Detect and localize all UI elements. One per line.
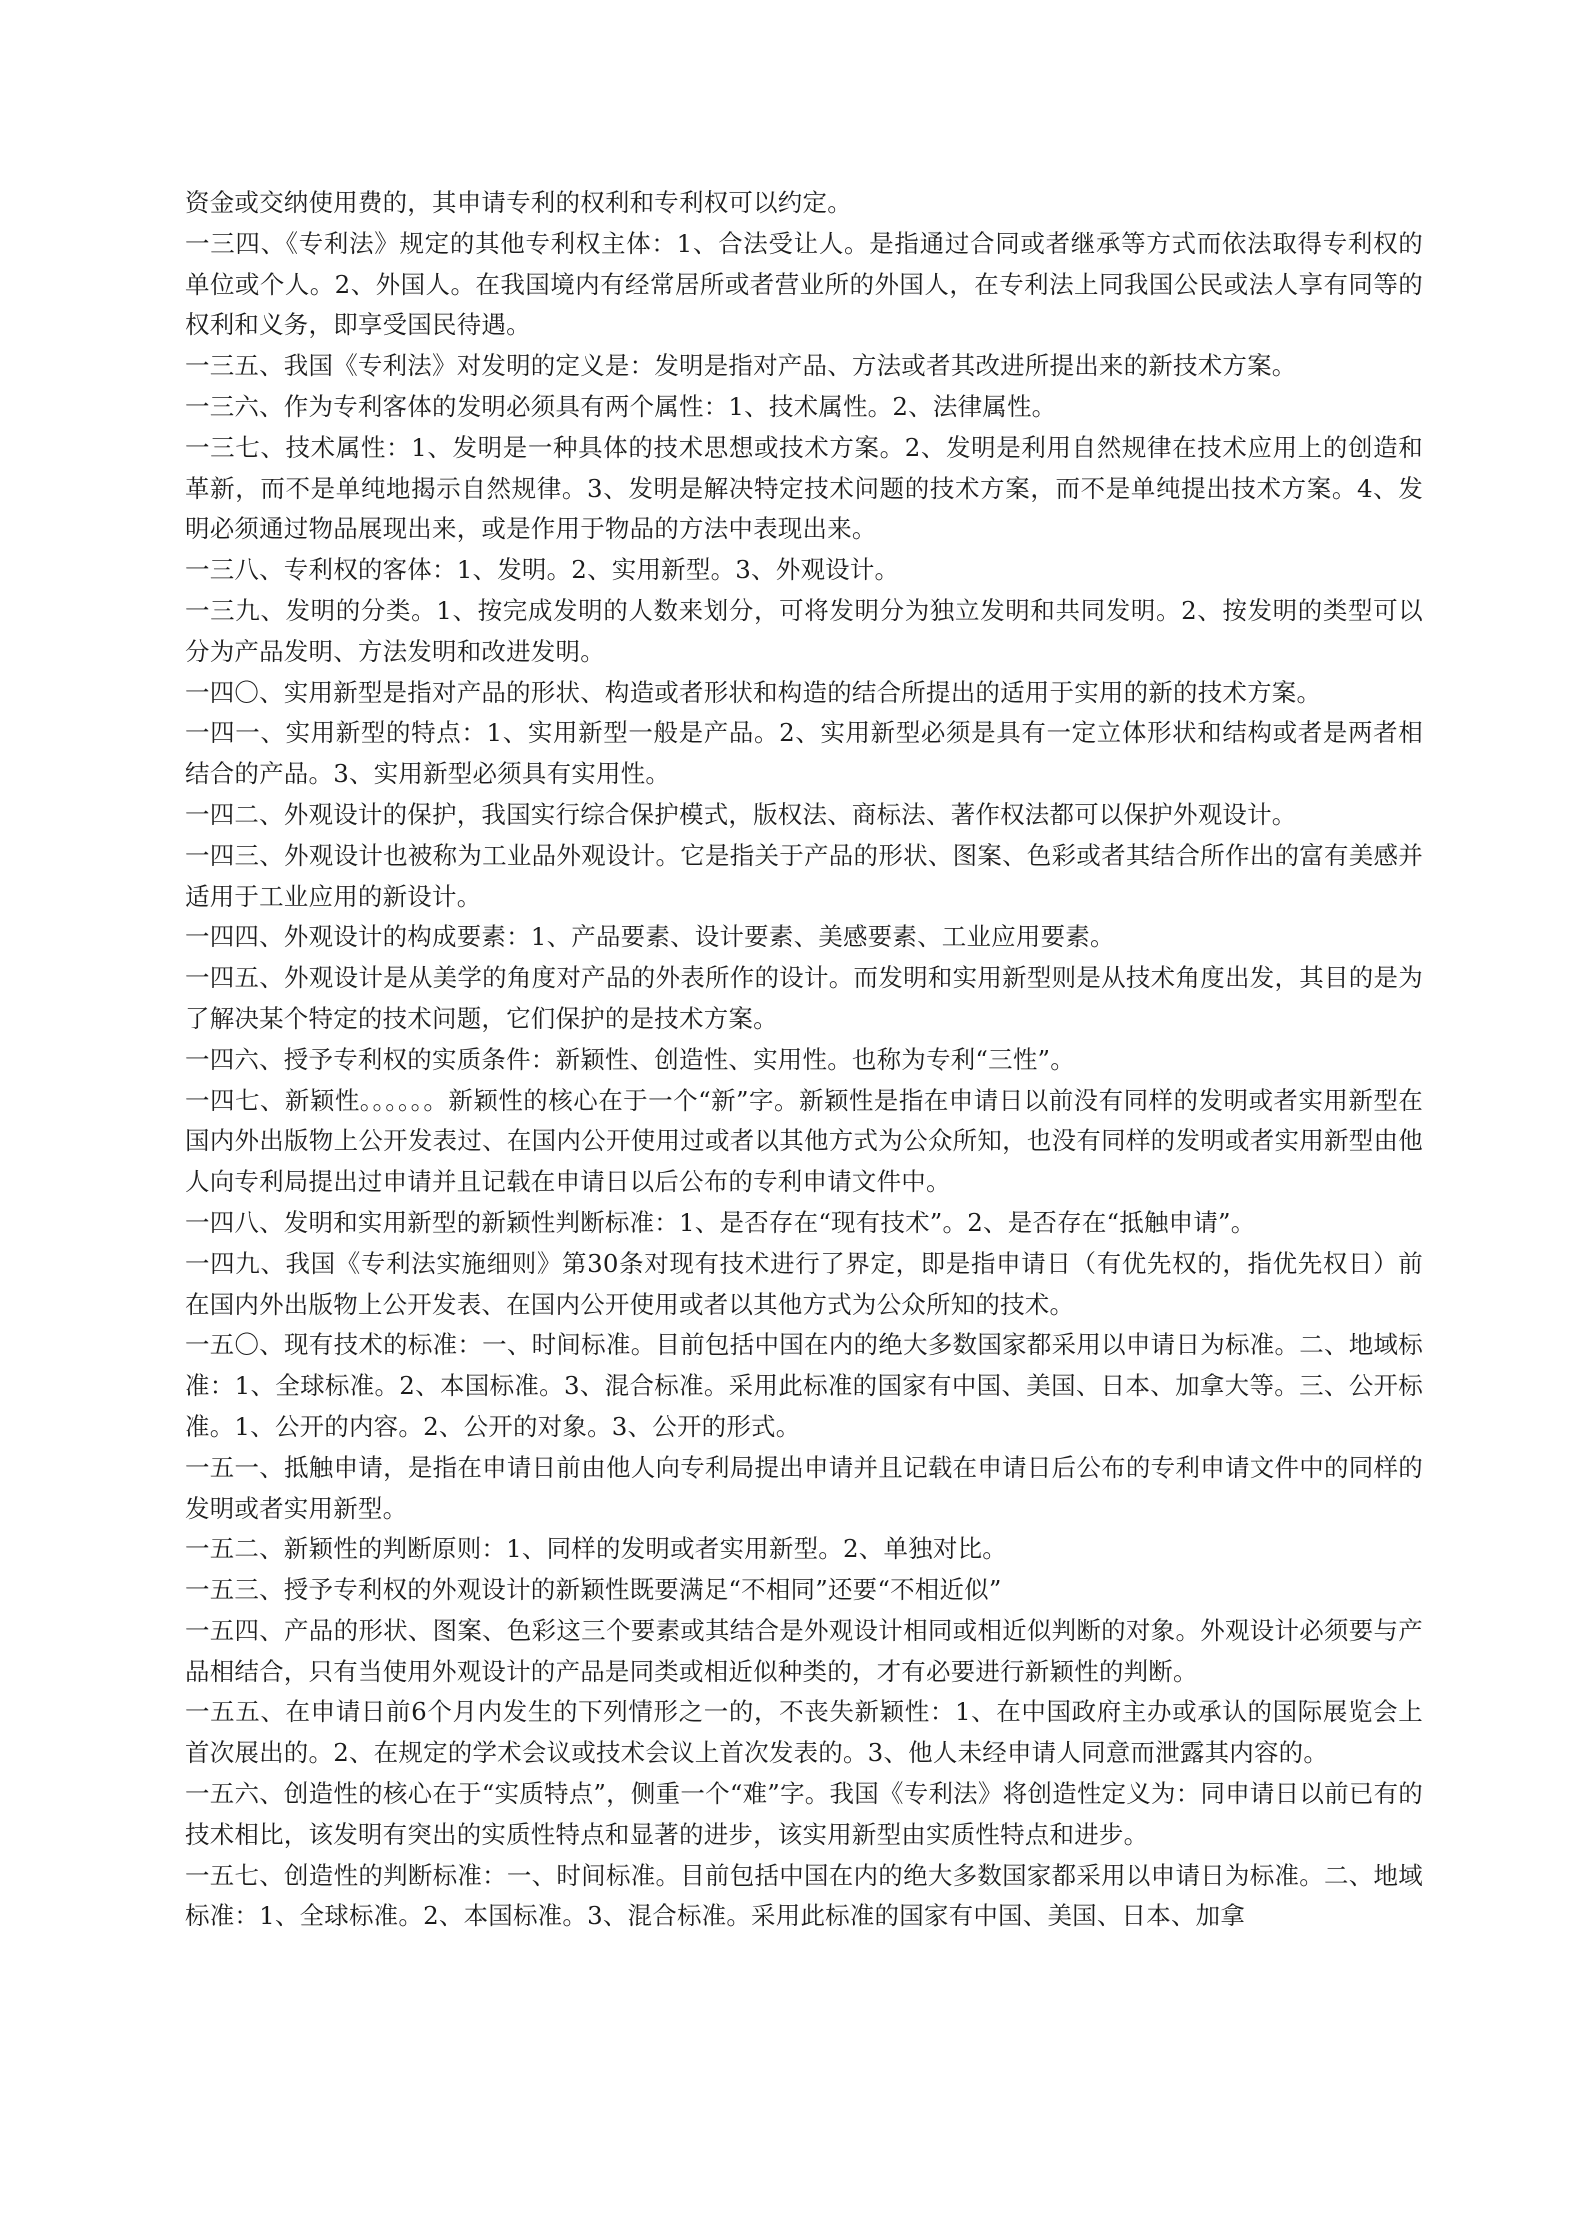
paragraph-145: 一四五、外观设计是从美学的角度对产品的外表所作的设计。而发明和实用新型则是从技术角度出发，其目的是为了解决某个特定的技术问题，它们保护的是技术方案。 [185, 963, 1423, 1033]
paragraph-147: 一四七、新颖性。。。。。。新颖性的核心在于一个“新”字。新颖性是指在申请日以前没有同样的发明或者实用新型在国内外出版物上公开发表过、在国内公开使用过或者以其他方式为公众所知，也没有同样的发明或者实用新型由他人向专利局提出过申请并且记载在申请日以后公布的专利申请文件中。 [185, 1085, 1423, 1197]
paragraph-153: 一五三、授予专利权的外观设计的新颖性既要满足“不相同”还要“不相近似” [185, 1575, 1002, 1605]
paragraph-134: 一三四、《专利法》规定的其他专利权主体：1、合法受让人。是指通过合同或者继承等方式而依法取得专利权的单位或个人。2、外国人。在我国境内有经常居所或者营业所的外国人，在专利法上同我国公民或法人享有同等的权利和义务，即享受国民待遇。 [185, 228, 1423, 340]
paragraph-157: 一五七、创造性的判断标准：一、时间标准。目前包括中国在内的绝大多数国家都采用以申请日为标准。二、地域标准：1、全球标准。2、本国标准。3、混合标准。采用此标准的国家有中国、美国、日本、加拿 [185, 1860, 1423, 1931]
paragraph-148: 一四八、发明和实用新型的新颖性判断标准：1、是否存在“现有技术”。2、是否存在“抵触申请”。 [185, 1207, 1256, 1237]
paragraph-155: 一五五、在申请日前6个月内发生的下列情形之一的，不丧失新颖性：1、在中国政府主办或承认的国际展览会上首次展出的。2、在规定的学术会议或技术会议上首次发表的。3、他人未经申请人同意而泄露其内容的。 [185, 1697, 1423, 1768]
paragraph-135: 一三五、我国《专利法》对发明的定义是：发明是指对产品、方法或者其改进所提出来的新技术方案。 [185, 351, 1297, 381]
paragraph-144: 一四四、外观设计的构成要素：1、产品要素、设计要素、美感要素、工业应用要素。 [185, 922, 1115, 952]
paragraph-137: 一三七、技术属性：1、发明是一种具体的技术思想或技术方案。2、发明是利用自然规律在技术应用上的创造和革新，而不是单纯地揭示自然规律。3、发明是解决特定技术问题的技术方案，而不是单纯提出技术方案。4、发明必须通过物品展现出来，或是作用于物品的方法中表现出来。 [185, 432, 1423, 544]
paragraph-138: 一三八、专利权的客体：1、发明。2、实用新型。3、外观设计。 [185, 555, 900, 585]
paragraph-146: 一四六、授予专利权的实质条件：新颖性、创造性、实用性。也称为专利“三性”。 [185, 1044, 1075, 1074]
paragraph-150: 一五〇、现有技术的标准：一、时间标准。目前包括中国在内的绝大多数国家都采用以申请日为标准。二、地域标准：1、全球标准。2、本国标准。3、混合标准。采用此标准的国家有中国、美国、日本、加拿大等。三、公开标准。1、公开的内容。2、公开的对象。3、公开的形式。 [185, 1330, 1423, 1441]
document-page [185, 183, 1423, 1937]
paragraph-142: 一四二、外观设计的保护，我国实行综合保护模式，版权法、商标法、著作权法都可以保护外观设计。 [185, 799, 1297, 829]
paragraph-154: 一五四、产品的形状、图案、色彩这三个要素或其结合是外观设计相同或相近似判断的对象。外观设计必须要与产品相结合，只有当使用外观设计的产品是同类或相近似种类的，才有必要进行新颖性的判断。 [185, 1615, 1423, 1686]
paragraph-152: 一五二、新颖性的判断原则：1、同样的发明或者实用新型。2、单独对比。 [185, 1534, 1007, 1564]
paragraph-143: 一四三、外观设计也被称为工业品外观设计。它是指关于产品的形状、图案、色彩或者其结合所作出的富有美感并适用于工业应用的新设计。 [185, 840, 1423, 911]
paragraph-151: 一五一、抵触申请，是指在申请日前由他人向专利局提出申请并且记载在申请日后公布的专利申请文件中的同样的发明或者实用新型。 [185, 1452, 1423, 1523]
paragraph-139: 一三九、发明的分类。1、按完成发明的人数来划分，可将发明分为独立发明和共同发明。2、按发明的类型可以分为产品发明、方法发明和改进发明。 [185, 595, 1423, 666]
paragraph-136: 一三六、作为专利客体的发明必须具有两个属性：1、技术属性。2、法律属性。 [185, 391, 1057, 421]
paragraph-141: 一四一、实用新型的特点：1、实用新型一般是产品。2、实用新型必须是具有一定立体形状和结构或者是两者相结合的产品。3、实用新型必须具有实用性。 [185, 718, 1423, 789]
paragraph-156: 一五六、创造性的核心在于“实质特点”，侧重一个“难”字。我国《专利法》将创造性定义为：同申请日以前已有的技术相比，该发明有突出的实质性特点和显著的进步，该实用新型由实质性特点和进步。 [185, 1779, 1423, 1849]
paragraph-149: 一四九、我国《专利法实施细则》第30条对现有技术进行了界定，即是指申请日（有优先权的，指优先权日）前在国内外出版物上公开发表、在国内公开使用或者以其他方式为公众所知的技术。 [185, 1248, 1423, 1319]
paragraph-140: 一四〇、实用新型是指对产品的形状、构造或者形状和构造的结合所提出的适用于实用的新的技术方案。 [185, 677, 1322, 707]
paragraph-funds-agreement: 资金或交纳使用费的，其申请专利的权利和专利权可以约定。 [185, 188, 852, 217]
